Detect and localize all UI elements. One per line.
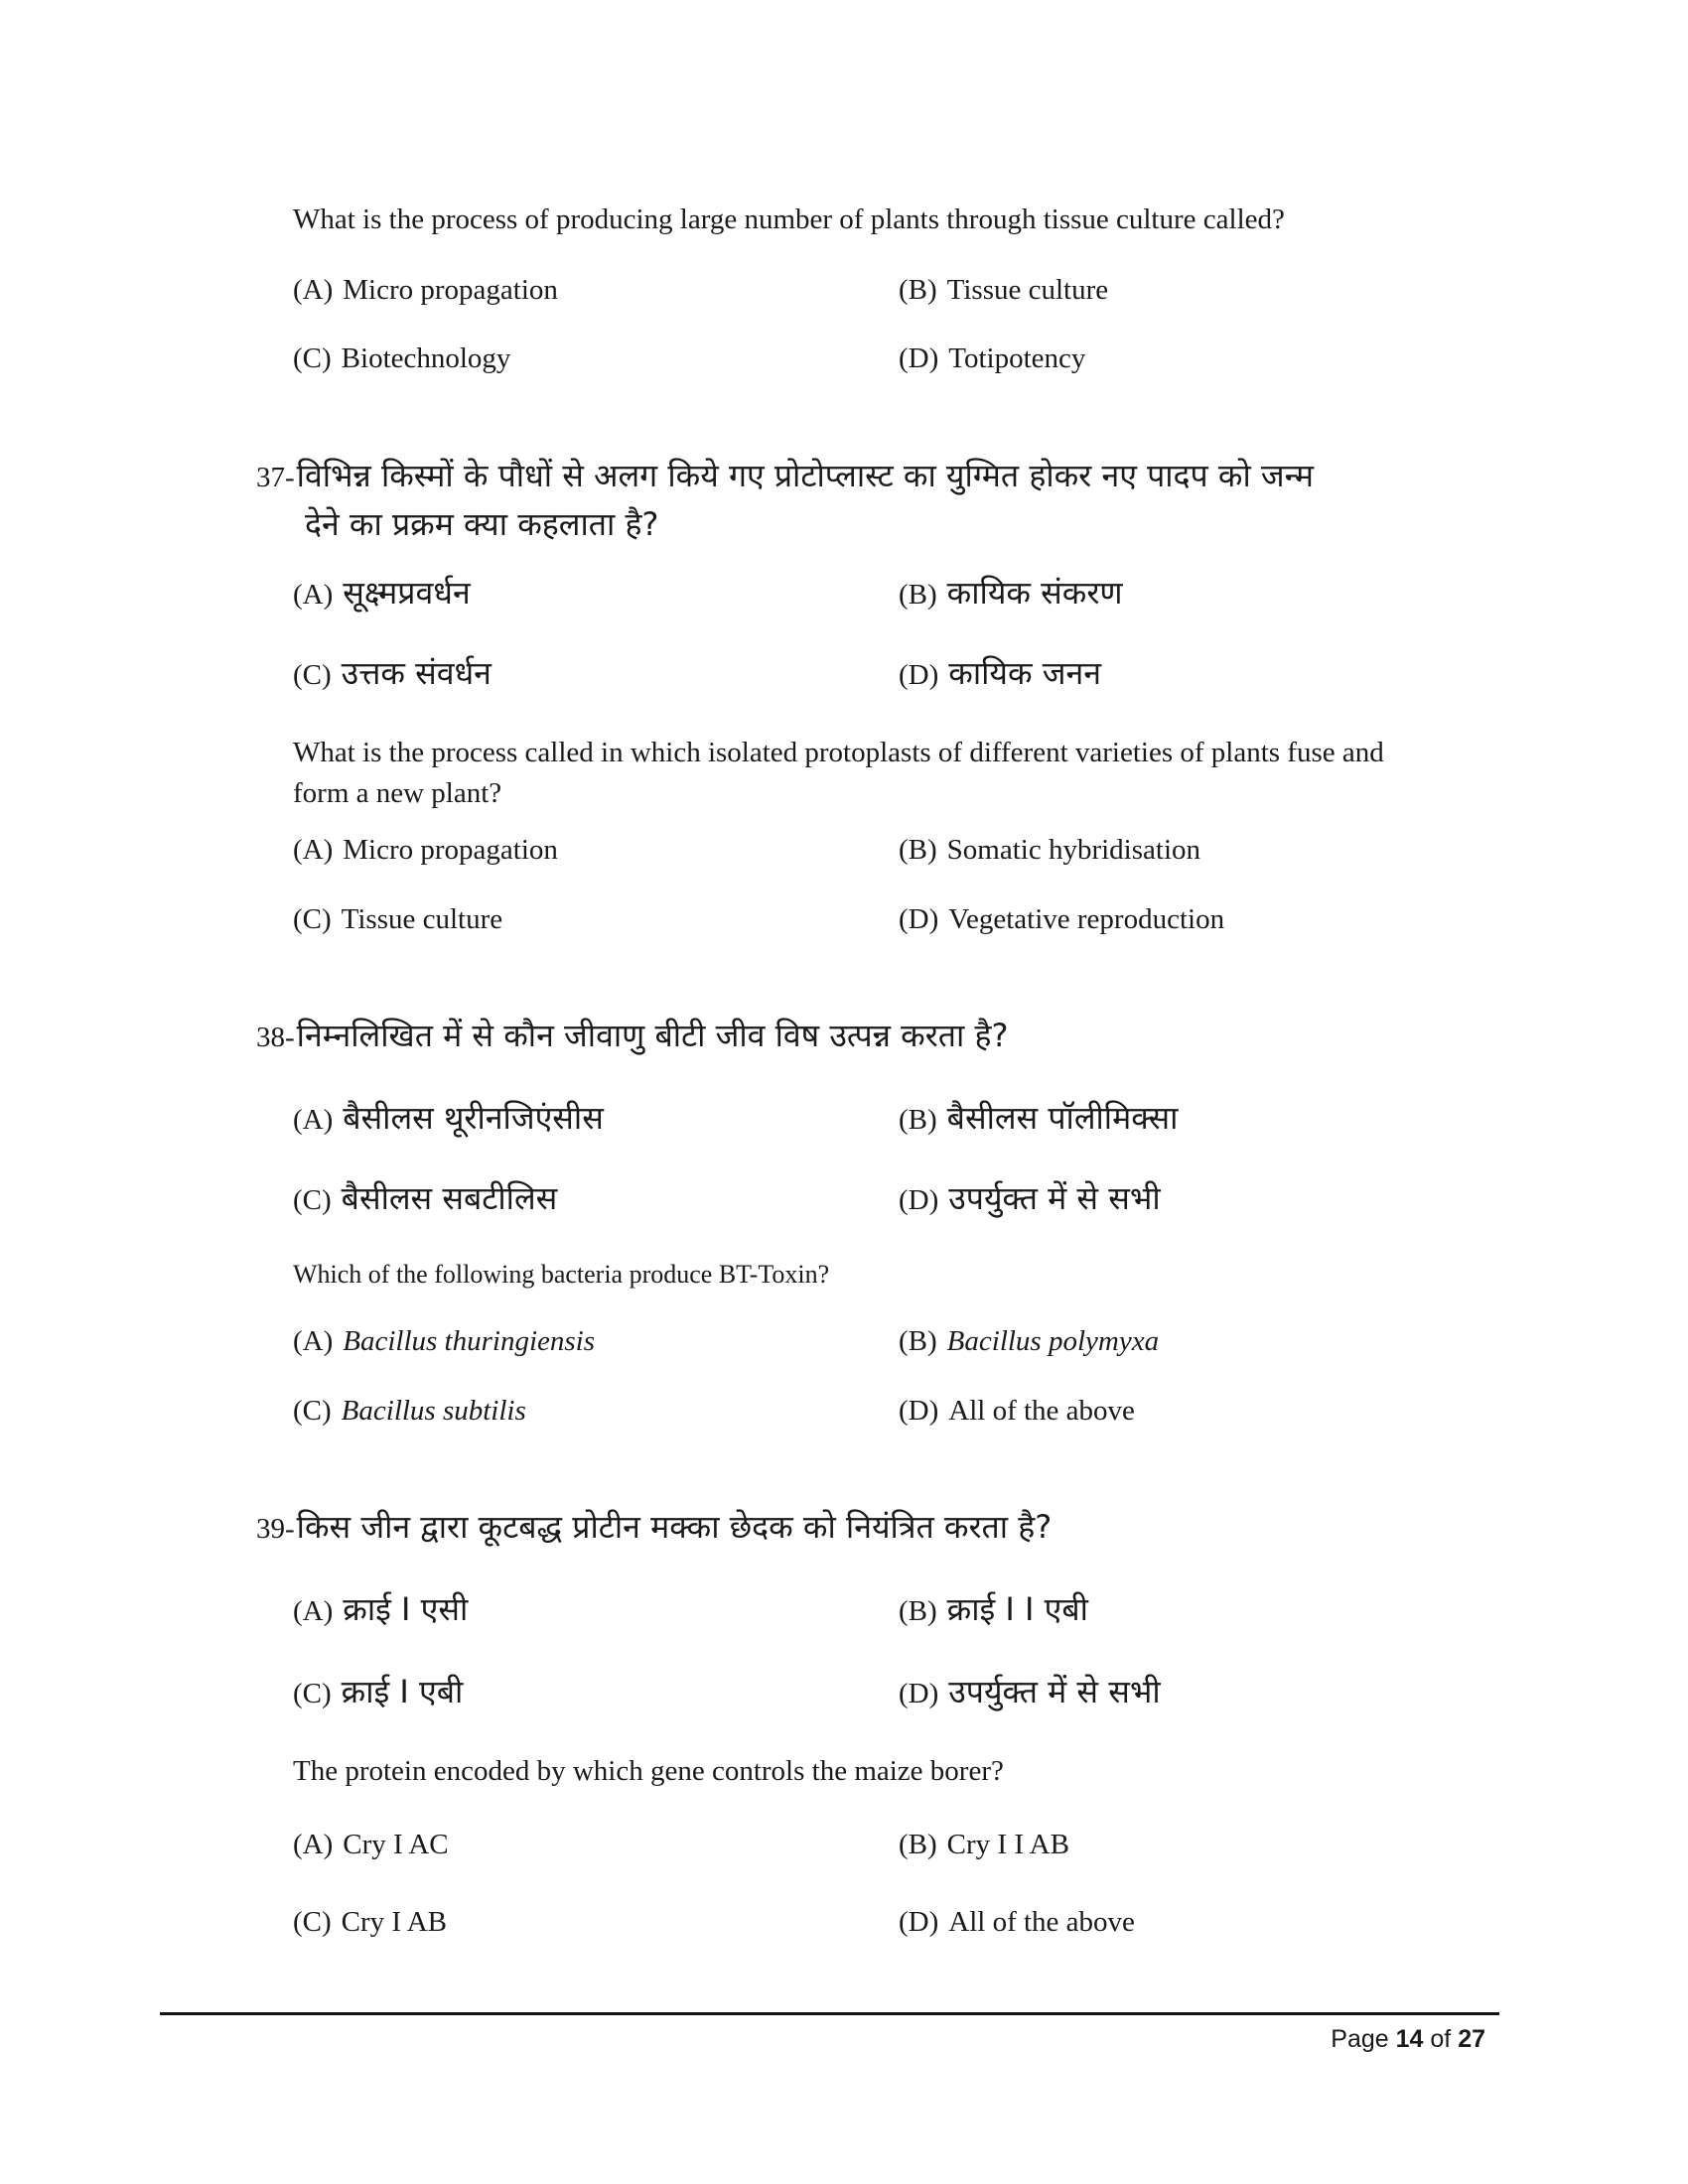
q39-hindi-option-d xyxy=(899,1673,1161,1710)
q39-option-b xyxy=(899,1831,1069,1859)
current-page: 14 xyxy=(1395,2025,1424,2053)
option-label: (B) xyxy=(899,1829,937,1860)
q39-hindi-option-c xyxy=(293,1673,464,1710)
q36-question-english: What is the process of producing large number of plants through tissue culture called? xyxy=(293,204,1285,235)
q39-hindi-option-a xyxy=(293,1590,469,1628)
q37-question-hindi-line1 xyxy=(256,457,1314,494)
q37-hindi-option-c xyxy=(293,654,492,692)
option-text: Cry I AB xyxy=(341,1906,448,1938)
option-text: Bacillus subtilis xyxy=(341,1395,526,1427)
option-text: उपर्युक्त में से सभी xyxy=(948,1673,1161,1710)
q39-hindi-option-b xyxy=(899,1590,1088,1628)
option-label: (A) xyxy=(293,274,334,306)
q37-option-a xyxy=(293,836,558,865)
q38-question-hindi xyxy=(256,1017,1009,1054)
option-label: (C) xyxy=(293,1395,332,1427)
option-text: सूक्ष्मप्रवर्धन xyxy=(343,574,471,612)
option-label: (C) xyxy=(293,903,332,935)
option-text: All of the above xyxy=(948,1906,1135,1938)
option-label: (D) xyxy=(899,1184,939,1216)
option-label: (C) xyxy=(293,1906,332,1938)
option-label: (D) xyxy=(899,1906,939,1938)
q38-option-b xyxy=(899,1327,1159,1356)
option-text: बैसीलस सबटीलिस xyxy=(341,1179,558,1217)
option-text: कायिक संकरण xyxy=(946,574,1123,612)
option-text: Cry I I AB xyxy=(946,1829,1069,1860)
footer-divider xyxy=(160,2012,1499,2015)
q38-option-a xyxy=(293,1327,595,1356)
option-text: Vegetative reproduction xyxy=(948,903,1225,935)
q37-question-hindi-line2: देने का प्रक्रम क्या कहलाता है? xyxy=(305,505,659,543)
option-label: (A) xyxy=(293,579,334,611)
q37-hindi-option-a xyxy=(293,574,471,612)
q38-hindi-option-b xyxy=(899,1099,1179,1137)
q38-option-c xyxy=(293,1397,526,1426)
q39-question-hindi xyxy=(256,1508,1053,1546)
option-label: (D) xyxy=(899,342,939,374)
q37-option-d xyxy=(899,905,1224,934)
option-label: (A) xyxy=(293,1104,334,1136)
option-text: Bacillus thuringiensis xyxy=(343,1325,596,1357)
total-pages: 27 xyxy=(1458,2025,1485,2053)
question-number: 39- xyxy=(256,1513,295,1545)
option-label: (D) xyxy=(899,659,939,691)
option-label: (A) xyxy=(293,1325,334,1357)
q36-option-d xyxy=(899,344,1085,373)
question-text: विभिन्न किस्मों के पौधों से अलग किये गए प्रोटोप्लास्ट का युग्मित होकर नए पादप को जन्म xyxy=(296,457,1314,494)
option-label: (C) xyxy=(293,342,332,374)
option-label: (D) xyxy=(899,1678,939,1709)
q36-option-b xyxy=(899,276,1108,305)
option-text: उत्तक संवर्धन xyxy=(341,654,492,692)
option-label: (B) xyxy=(899,834,937,866)
option-text: Micro propagation xyxy=(343,274,558,306)
option-text: Totipotency xyxy=(948,342,1086,374)
option-text: बैसीलस पॉलीमिक्सा xyxy=(946,1099,1179,1137)
question-number: 37- xyxy=(256,462,295,493)
option-text: All of the above xyxy=(948,1395,1135,1427)
question-text: निम्नलिखित में से कौन जीवाणु बीटी जीव विष उत्पन्न करता है? xyxy=(296,1017,1009,1054)
option-text: Micro propagation xyxy=(343,834,558,866)
q38-hindi-option-d xyxy=(899,1179,1161,1217)
option-label: (D) xyxy=(899,1395,939,1427)
option-label: (B) xyxy=(899,579,937,611)
page-word: Page xyxy=(1331,2025,1389,2053)
option-text: Biotechnology xyxy=(341,342,511,374)
q36-option-c xyxy=(293,344,510,373)
q39-option-a xyxy=(293,1831,449,1859)
option-label: (A) xyxy=(293,834,334,866)
option-text: बैसीलस थूरीनजिएंसीस xyxy=(343,1099,604,1137)
option-label: (A) xyxy=(293,1595,334,1627)
option-label: (B) xyxy=(899,1325,937,1357)
q38-option-d xyxy=(899,1397,1135,1426)
question-text: किस जीन द्वारा कूटबद्ध प्रोटीन मक्का छेदक को नियंत्रित करता है? xyxy=(296,1508,1053,1546)
q36-option-a xyxy=(293,276,558,305)
q38-hindi-option-c xyxy=(293,1179,558,1217)
option-label: (C) xyxy=(293,659,332,691)
q37-question-english-line2: form a new plant? xyxy=(293,777,502,809)
of-word: of xyxy=(1430,2025,1452,2053)
q37-hindi-option-b xyxy=(899,574,1123,612)
option-text: क्राई I एबी xyxy=(341,1673,464,1710)
option-text: क्राई I I एबी xyxy=(946,1590,1088,1628)
q39-question-english: The protein encoded by which gene controls the maize borer? xyxy=(293,1755,1004,1787)
option-label: (B) xyxy=(899,1595,937,1627)
option-text: Cry I AC xyxy=(343,1829,449,1860)
q37-question-english-line1: What is the process called in which isolated protoplasts of different varieties of plants fuse and xyxy=(293,737,1384,768)
option-text: Bacillus polymyxa xyxy=(946,1325,1160,1357)
q37-option-b xyxy=(899,836,1200,865)
option-text: क्राई I एसी xyxy=(343,1590,469,1628)
question-number: 38- xyxy=(256,1022,295,1053)
option-text: उपर्युक्त में से सभी xyxy=(948,1179,1161,1217)
q37-hindi-option-d xyxy=(899,654,1101,692)
option-text: Tissue culture xyxy=(946,274,1109,306)
option-label: (B) xyxy=(899,1104,937,1136)
option-text: Tissue culture xyxy=(341,903,503,935)
option-label: (C) xyxy=(293,1184,332,1216)
option-label: (C) xyxy=(293,1678,332,1709)
q37-option-c xyxy=(293,905,502,934)
q38-hindi-option-a xyxy=(293,1099,604,1137)
page-number xyxy=(1331,2025,1485,2054)
option-text: कायिक जनन xyxy=(948,654,1101,692)
option-text: Somatic hybridisation xyxy=(946,834,1201,866)
q39-option-d xyxy=(899,1908,1135,1937)
q39-option-c xyxy=(293,1908,447,1937)
option-label: (A) xyxy=(293,1829,334,1860)
option-label: (B) xyxy=(899,274,937,306)
q38-question-english: Which of the following bacteria produce BT-Toxin? xyxy=(293,1260,830,1289)
option-label: (D) xyxy=(899,903,939,935)
